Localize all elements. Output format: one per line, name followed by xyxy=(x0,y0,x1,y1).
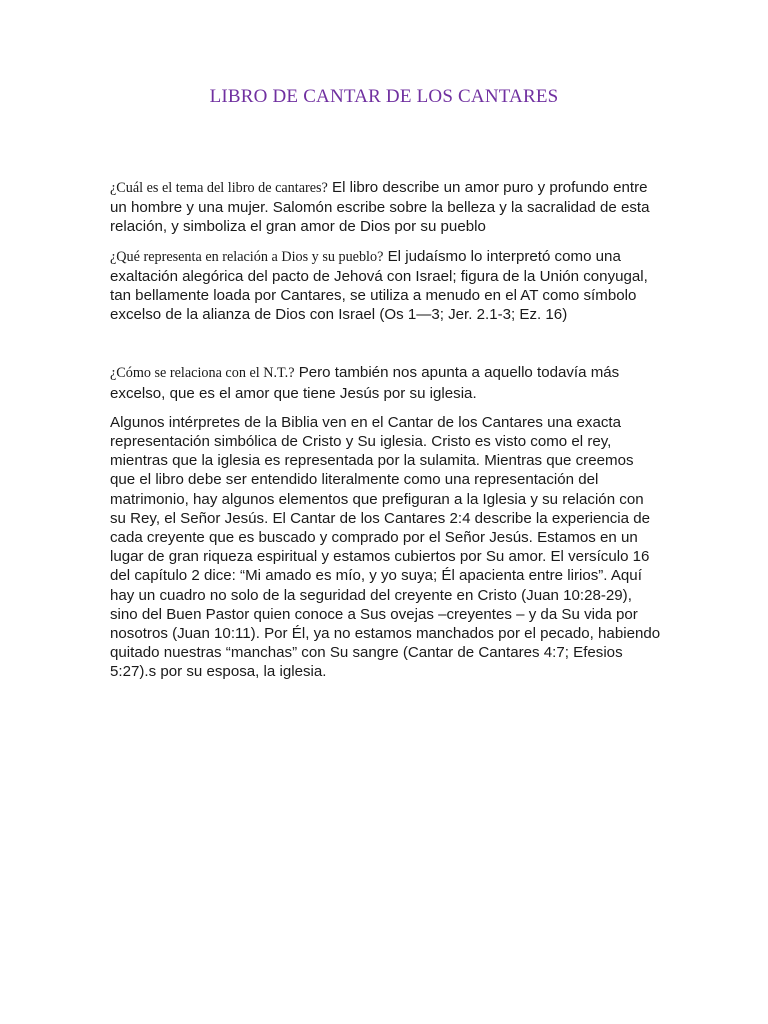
document-body xyxy=(110,178,662,682)
section-answer: Pero también nos apunta a aquello todavía más excelso, que es el amor que tiene Jesús por su iglesia. xyxy=(110,364,620,402)
section-question: ¿Cómo se relaciona con el N.T.? xyxy=(110,365,295,382)
section-paragraph-new-testament xyxy=(110,363,662,402)
closing-paragraph: Algunos intérpretes de la Biblia ven en el Cantar de los Cantares una exacta representación simbólica de Cristo y Su iglesia. Cristo es visto como el rey, mientras que la iglesia es representada por la sulamita. Mientras que creemos que el libro debe ser entendido literalmente como una representación del matrimonio, hay algunos elementos que prefiguran a la Iglesia y su relación con su Rey, el Señor Jesús. El Cantar de los Cantares 2:4 describe la experiencia de cada creyente que es buscado y comprado por el Señor Jesús. Estamos en un lugar de gran riqueza espiritual y estamos cubiertos por Su amor. El versículo 16 del capítulo 2 dice: “Mi amado es mío, y yo suya; Él apacienta entre lirios”. Aquí hay un cuadro no solo de la seguridad del creyente en Cristo (Juan 10:28-29), sino del Buen Pastor quien conoce a Sus ovejas –creyentes – y da Su vida por nosotros (Juan 10:11). Por Él, ya no estamos manchados por el pecado, habiendo quitado nuestras “manchas” con Su sangre (Cantar de Cantares 4:7; Efesios 5:27).s por su esposa, la iglesia. xyxy=(110,413,661,681)
section-question: ¿Qué representa en relación a Dios y su pueblo? xyxy=(110,248,384,265)
section-answer: El judaísmo lo interpretó como una exaltación alegórica del pacto de Jehová con Israel; figura de la Unión conyugal, tan bellamente loada por Cantares, se utiliza a menudo en el AT como símbolo excelso de la alianza de Dios con Israel (Os 1—3; Jer. 2.1-3; Ez. 16) xyxy=(110,247,648,324)
document-title: LIBRO DE CANTAR DE LOS CANTARES xyxy=(209,86,559,107)
section-question: ¿Cuál es el tema del libro de cantares? xyxy=(110,180,328,196)
section-paragraph-representation xyxy=(110,247,662,325)
section-paragraph-theme xyxy=(110,178,662,237)
section-answer: El libro describe un amor puro y profundo entre un hombre y una mujer. Salomón escribe sobre la belleza y la sacralidad de esta relación, y simboliza el gran amor de Dios por su pueblo xyxy=(110,179,650,236)
